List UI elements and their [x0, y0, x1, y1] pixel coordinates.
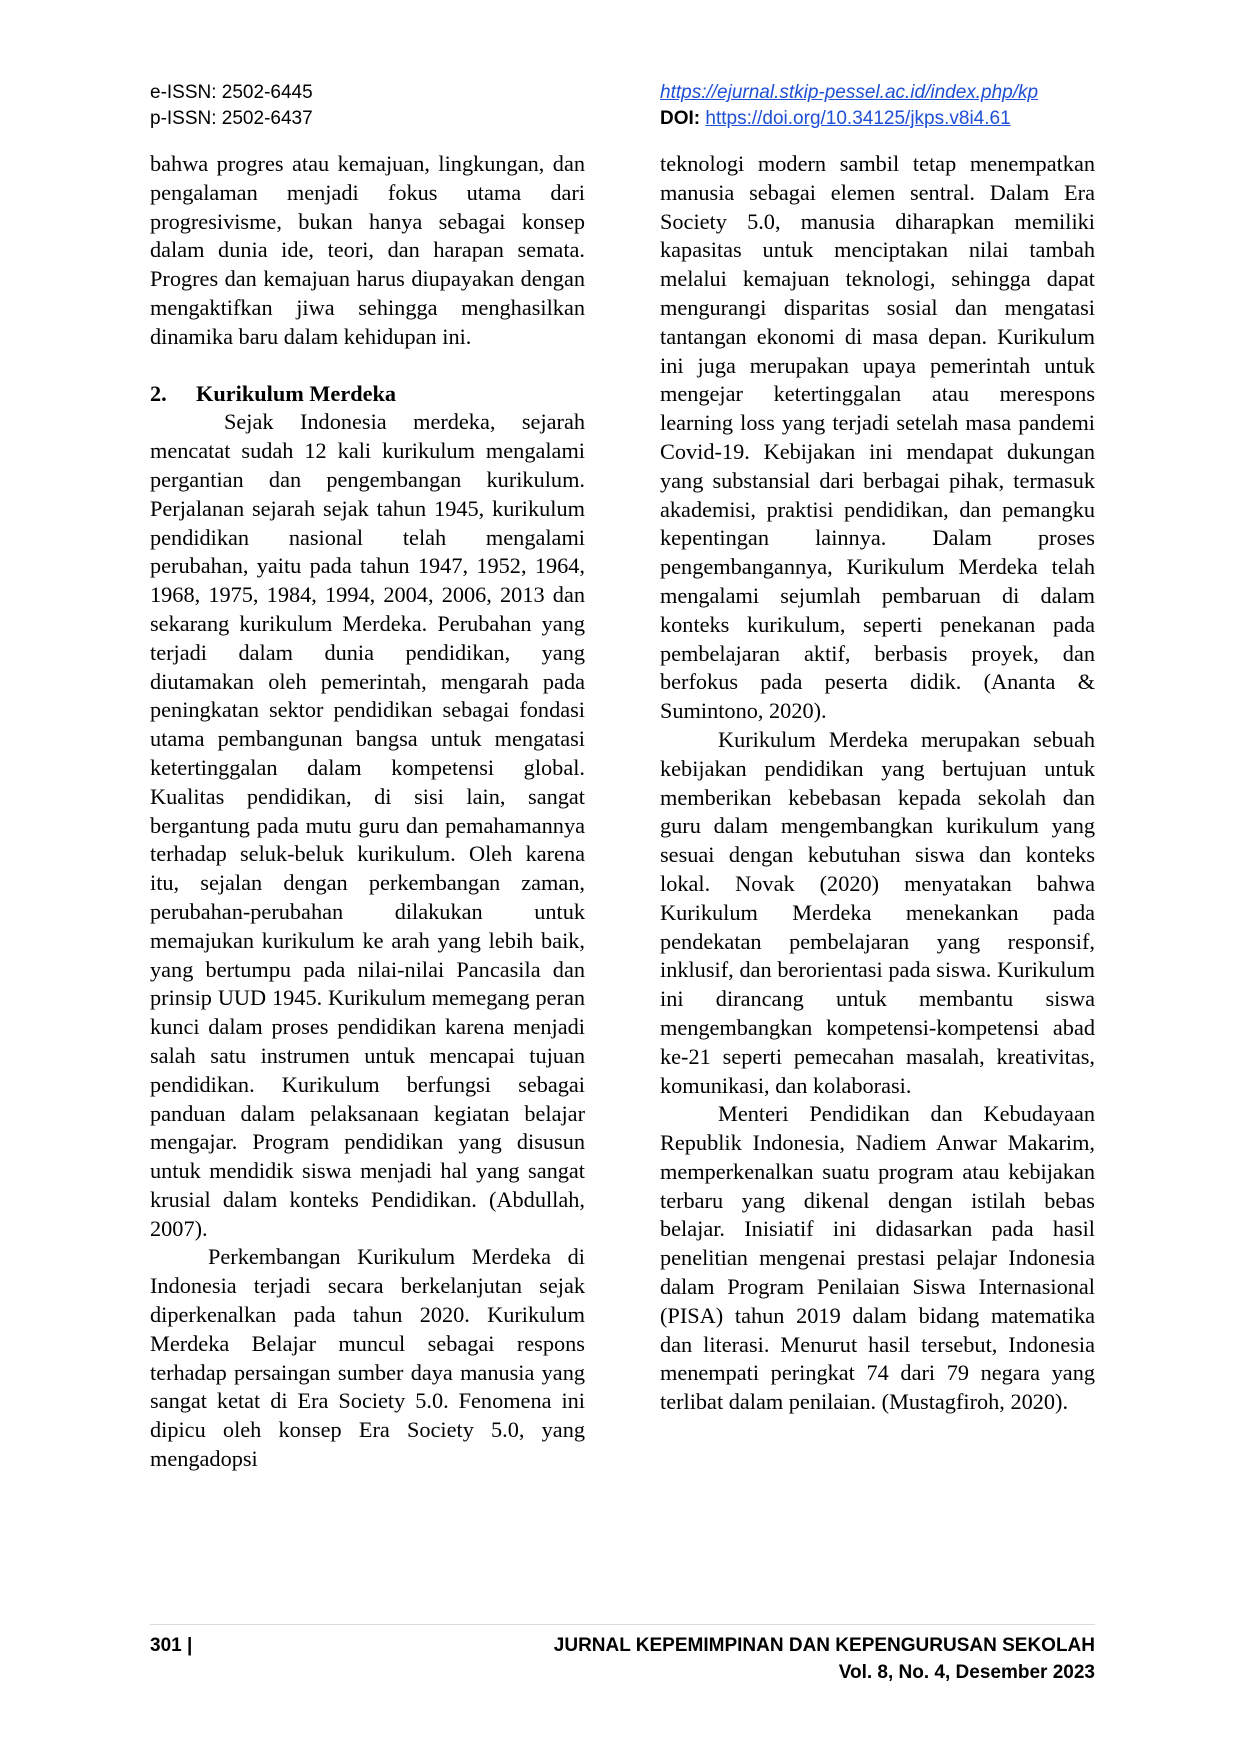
right-column	[660, 150, 1095, 1417]
journal-volume: Vol. 8, No. 4, Desember 2023	[838, 1662, 1095, 1683]
paragraph: Kurikulum Merdeka merupakan sebuah kebijakan pendidikan yang bertujuan untuk memberikan kebebasan kepada sekolah dan guru dalam mengembangkan kurikulum yang sesuai dengan kebutuhan siswa dan konteks lokal. Novak (2020) menyatakan bahwa Kurikulum Merdeka menekankan pada pendekatan pembelajaran yang responsif, inklusif, dan berorientasi pada siswa. Kurikulum ini dirancang untuk membantu siswa mengembangkan kompetensi-kompetensi abad ke-21 seperti pemecahan masalah, kreativitas, komunikasi, dan kolaborasi.	[660, 726, 1095, 1098]
footer-divider	[150, 1624, 1095, 1625]
header-link-block	[660, 80, 1038, 132]
journal-name: JURNAL KEPEMIMPINAN DAN KEPENGURUSAN SEKOLAH	[553, 1635, 1095, 1656]
section-title: Kurikulum Merdeka	[196, 380, 397, 406]
doi-label: DOI:	[660, 108, 701, 129]
section-heading	[150, 380, 585, 409]
journal-url-link[interactable]: https://ejurnal.stkip-pessel.ac.id/index.php/kp	[660, 82, 1039, 103]
paragraph-continued: teknologi modern sambil tetap menempatkan manusia sebagai elemen sentral. Dalam Era Society 5.0, manusia diharapkan memiliki kapasitas untuk menciptakan nilai tambah melalui kemajuan teknologi, sehingga dapat mengurangi disparitas sosial dan mengatasi tantangan ekonomi di masa depan. Kurikulum ini juga merupakan upaya pemerintah untuk mengejar ketertinggalan atau merespons learning loss yang terjadi setelah masa pandemi Covid-19. Kebijakan ini mendapat dukungan yang substansial dari berbagai pihak, termasuk akademisi, praktisi pendidikan, dan pemangku kepentingan lainnya. Dalam proses pengembangannya, Kurikulum Merdeka telah mengalami sejumlah pembaruan di dalam konteks kurikulum, seperti penekanan pada pembelajaran aktif, berbasis proyek, dan berfokus pada peserta didik. (Ananta & Sumintono, 2020).	[660, 151, 1095, 724]
left-column	[150, 150, 585, 1474]
pissn-text: p-ISSN: 2502-6437	[150, 108, 313, 129]
paragraph: Perkembangan Kurikulum Merdeka di Indonesia terjadi secara berkelanjutan sejak diperkenalkan pada tahun 2020. Kurikulum Merdeka Belajar muncul sebagai respons terhadap persaingan sumber daya manusia yang sangat ketat di Era Society 5.0. Fenomena ini dipicu oleh konsep Era Society 5.0, yang mengadopsi	[150, 1244, 585, 1472]
section-number: 2.	[150, 380, 167, 406]
doi-link[interactable]: https://doi.org/10.34125/jkps.v8i4.61	[705, 108, 1011, 129]
paragraph: Menteri Pendidikan dan Kebudayaan Republik Indonesia, Nadiem Anwar Makarim, memperkenalkan suatu program atau kebijakan terbaru yang dikenal dengan istilah bebas belajar. Inisiatif ini didasarkan pada hasil penelitian mengenai prestasi pelajar Indonesia dalam Program Penilaian Siswa Internasional (PISA) tahun 2019 dalam bidang matematika dan literasi. Menurut hasil tersebut, Indonesia menempati peringkat 74 dari 79 negara yang terlibat dalam penilaian. (Mustagfiroh, 2020).	[660, 1101, 1095, 1415]
page-number: 301	[150, 1635, 182, 1656]
eissn-text: e-ISSN: 2502-6445	[150, 82, 313, 103]
header-issn-block	[150, 80, 313, 132]
footer-separator: |	[186, 1635, 193, 1656]
footer-page-block	[150, 1632, 192, 1659]
paragraph-continued: bahwa progres atau kemajuan, lingkungan, dan pengalaman menjadi fokus utama dari progresivisme, bukan hanya sebagai konsep dalam dunia ide, teori, dan harapan semata. Progres dan kemajuan harus diupayakan dengan mengaktifkan jiwa sehingga menghasilkan dinamika baru dalam kehidupan ini.	[150, 151, 585, 349]
footer-journal-block	[554, 1632, 1095, 1686]
paragraph: Sejak Indonesia merdeka, sejarah mencatat sudah 12 kali kurikulum mengalami pergantian dan pengembangan kurikulum. Perjalanan sejarah sejak tahun 1945, kurikulum pendidikan nasional telah mengalami perubahan, yaitu pada tahun 1947, 1952, 1964, 1968, 1975, 1984, 1994, 2004, 2006, 2013 dan sekarang kurikulum Merdeka. Perubahan yang terjadi dalam dunia pendidikan, yang diutamakan oleh pemerintah, mengarah pada peningkatan sektor pendidikan sebagai fondasi utama pembangunan bangsa untuk mengatasi ketertinggalan dalam kompetensi global. Kualitas pendidikan, di sisi lain, sangat bergantung pada mutu guru dan pemahamannya terhadap seluk-beluk kurikulum. Oleh karena itu, sejalan dengan perkembangan zaman, perubahan-perubahan dilakukan untuk memajukan kurikulum ke arah yang lebih baik, yang bertumpu pada nilai-nilai Pancasila dan prinsip UUD 1945. Kurikulum memegang peran kunci dalam proses pendidikan karena menjadi salah satu instrumen untuk mencapai tujuan pendidikan. Kurikulum berfungsi sebagai panduan dalam pelaksanaan kegiatan belajar mengajar. Program pendidikan yang disusun untuk mendidik siswa menjadi hal yang sangat krusial dalam konteks Pendidikan. (Abdullah, 2007).	[150, 409, 585, 1241]
